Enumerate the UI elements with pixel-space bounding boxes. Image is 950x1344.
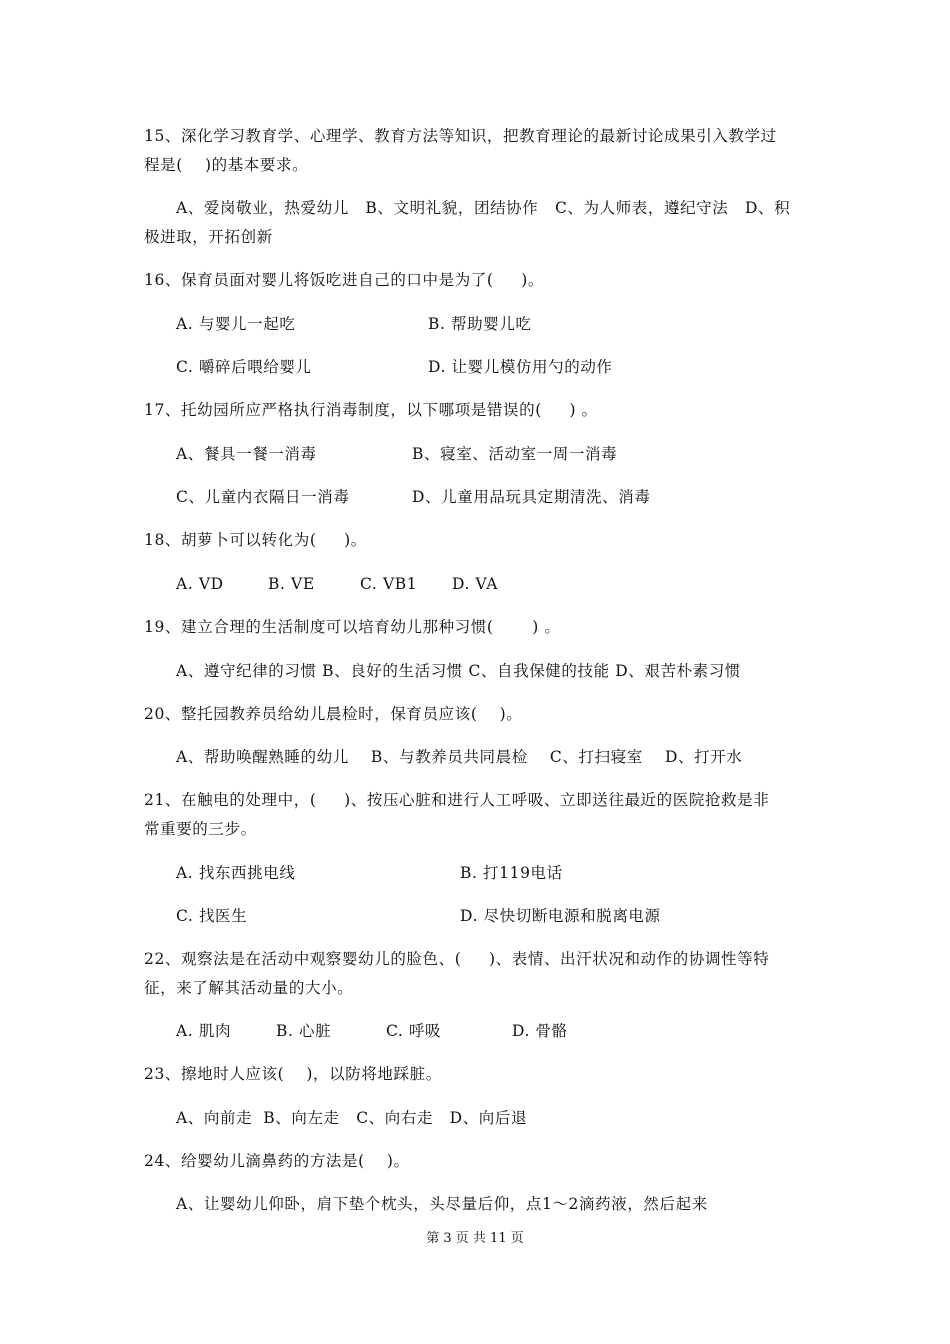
question-19-stem: 19、建立合理的生活制度可以培育幼儿那种习惯( ) 。 [144,618,561,636]
question-21-stem-line-1: 21、在触电的处理中，( )、按压心脏和进行人工呼吸、立即送往最近的医院抢救是非 [144,791,770,809]
question-15-options-line-2: 极进取，开拓创新 [144,228,273,246]
question-18-option-c: C. VB1 [360,575,418,593]
question-18-option-b: B. VE [268,575,315,593]
question-21-option-d: D. 尽快切断电源和脱离电源 [460,907,661,925]
question-16-option-a: A. 与婴儿一起吃 [176,315,296,333]
question-21-option-a: A. 找东西挑电线 [176,864,296,882]
question-22-option-b: B. 心脏 [276,1022,332,1040]
question-18-option-d: D. VA [452,575,499,593]
question-17-option-d: D、儿童用品玩具定期清洗、消毒 [412,488,651,506]
question-22-option-c: C. 呼吸 [386,1022,442,1040]
question-19-options: A、遵守纪律的习惯 B、良好的生活习惯 C、自我保健的技能 D、艰苦朴素习惯 [176,662,741,680]
question-20-stem: 20、整托园教养员给幼儿晨检时，保育员应该( )。 [144,705,523,723]
question-18-option-a: A. VD [176,575,224,593]
question-22-option-a: A. 肌肉 [176,1022,232,1040]
question-21-stem-line-2: 常重要的三步。 [144,820,257,838]
question-16-option-c: C. 嚼碎后喂给婴儿 [176,358,312,376]
question-20-options: A、帮助唤醒熟睡的幼儿 B、与教养员共同晨检 C、打扫寝室 D、打开水 [176,748,743,766]
question-23-options: A、向前走 B、向左走 C、向右走 D、向后退 [176,1109,528,1127]
question-16-option-d: D. 让婴儿模仿用勺的动作 [428,358,613,376]
question-21-option-b: B. 打119电话 [460,864,563,882]
question-22-stem-line-1: 22、观察法是在活动中观察婴幼儿的脸色、( )、表情、出汗状况和动作的协调性等特 [144,950,770,968]
question-16-option-b: B. 帮助婴儿吃 [428,315,532,333]
question-24-stem: 24、给婴幼儿滴鼻药的方法是( )。 [144,1152,410,1170]
question-17-option-b: B、寝室、活动室一周一消毒 [412,445,618,463]
question-15-stem-line-2: 程是( )的基本要求。 [144,156,309,174]
question-16-stem: 16、保育员面对婴儿将饭吃进自己的口中是为了( )。 [144,271,544,289]
question-23-stem: 23、擦地时人应该( )，以防将地踩脏。 [144,1065,442,1083]
question-24-options: A、让婴幼儿仰卧，肩下垫个枕头，头尽量后仰，点1～2滴药液，然后起来 [176,1195,708,1213]
question-17-stem: 17、托幼园所应严格执行消毒制度，以下哪项是错误的( ) 。 [144,401,598,419]
question-17-option-c: C、儿童内衣隔日一消毒 [176,488,350,506]
question-22-option-d: D. 骨骼 [512,1022,568,1040]
page-footer: 第 3 页 共 11 页 [426,1231,524,1246]
question-22-stem-line-2: 征，来了解其活动量的大小。 [144,979,354,997]
question-15-stem-line-1: 15、深化学习教育学、心理学、教育方法等知识，把教育理论的最新讨论成果引入教学过 [144,127,777,145]
question-18-stem: 18、胡萝卜可以转化为( )。 [144,531,367,549]
question-21-option-c: C. 找医生 [176,907,248,925]
question-17-option-a: A、餐具一餐一消毒 [176,445,317,463]
question-15-options-line-1: A、爱岗敬业，热爱幼儿 B、文明礼貌，团结协作 C、为人师表，遵纪守法 D、积 [176,199,791,217]
